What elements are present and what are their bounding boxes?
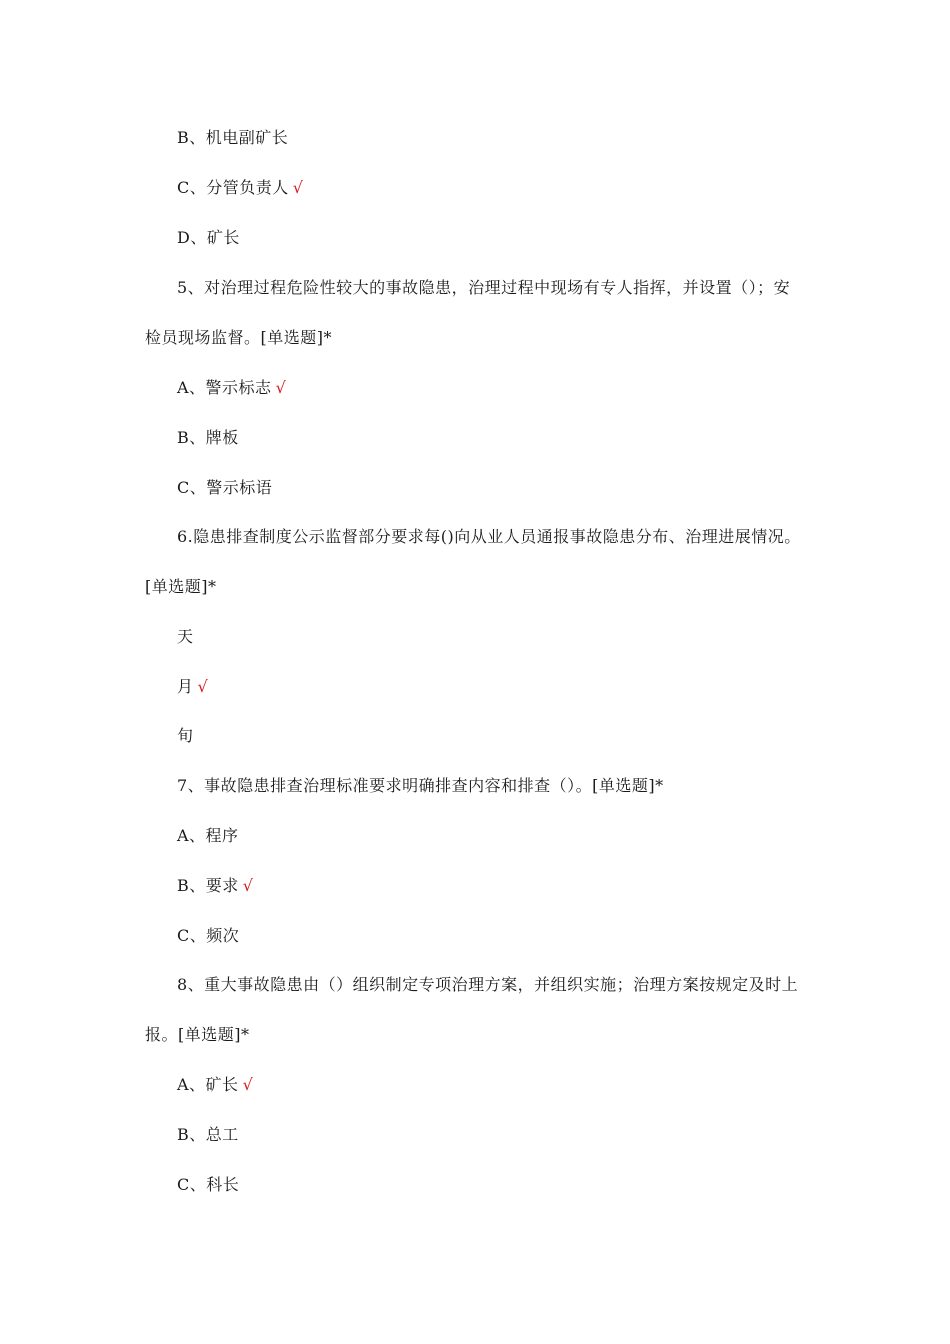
option-q7-c [177, 926, 239, 946]
option-q4-d [177, 228, 240, 248]
option-text: C、分管负责人 [177, 178, 289, 197]
option-q7-a [177, 826, 239, 846]
question-text: 7、事故隐患排查治理标准要求明确排查内容和排查（）。[单选题]* [177, 776, 664, 795]
option-text: A、程序 [177, 826, 239, 845]
question-7 [177, 776, 664, 796]
question-6-line-2 [145, 577, 217, 597]
question-5-line-1 [177, 278, 790, 298]
question-text: 6.隐患排查制度公示监督部分要求每()向从业人员通报事故隐患分布、治理进展情况。 [177, 527, 801, 546]
question-6-line-1 [177, 527, 801, 547]
option-q6-2 [177, 677, 208, 697]
option-text: A、警示标志 [177, 378, 272, 397]
option-q6-1 [177, 627, 194, 647]
option-q4-b [177, 128, 288, 148]
option-text: C、频次 [177, 926, 240, 945]
question-5-line-2 [145, 328, 332, 348]
option-q7-b [177, 876, 253, 896]
option-q8-a [177, 1075, 253, 1095]
option-q5-c [177, 478, 272, 498]
question-text: 5、对治理过程危险性较大的事故隐患，治理过程中现场有专人指挥，并设置（）；安 [177, 278, 791, 297]
checkmark-icon: √ [242, 1075, 254, 1094]
option-text: 旬 [177, 726, 194, 745]
question-8-line-1 [177, 975, 798, 995]
option-q8-b [177, 1125, 239, 1145]
option-text: A、矿长 [177, 1075, 239, 1094]
option-text: C、警示标语 [177, 478, 273, 497]
option-text: 天 [177, 627, 194, 646]
question-text: 检员现场监督。[单选题]* [145, 328, 332, 347]
checkmark-icon: √ [275, 378, 287, 397]
question-text: 报。[单选题]* [145, 1025, 250, 1044]
question-text: 8、重大事故隐患由（）组织制定专项治理方案，并组织实施；治理方案按规定及时上 [177, 975, 799, 994]
question-text: [单选题]* [145, 577, 217, 596]
checkmark-icon: √ [242, 876, 254, 895]
option-q6-3 [177, 726, 194, 746]
checkmark-icon: √ [292, 178, 304, 197]
option-text: D、矿长 [177, 228, 240, 247]
option-text: C、科长 [177, 1175, 240, 1194]
option-q5-a [177, 378, 286, 398]
option-q8-c [177, 1175, 239, 1195]
option-text: B、机电副矿长 [177, 128, 289, 147]
option-text: 月 [177, 677, 194, 696]
option-text: B、要求 [177, 876, 239, 895]
checkmark-icon: √ [197, 677, 209, 696]
option-text: B、总工 [177, 1125, 239, 1144]
option-text: B、牌板 [177, 428, 239, 447]
question-8-line-2 [145, 1025, 250, 1045]
option-q5-b [177, 428, 239, 448]
option-q4-c [177, 178, 303, 198]
